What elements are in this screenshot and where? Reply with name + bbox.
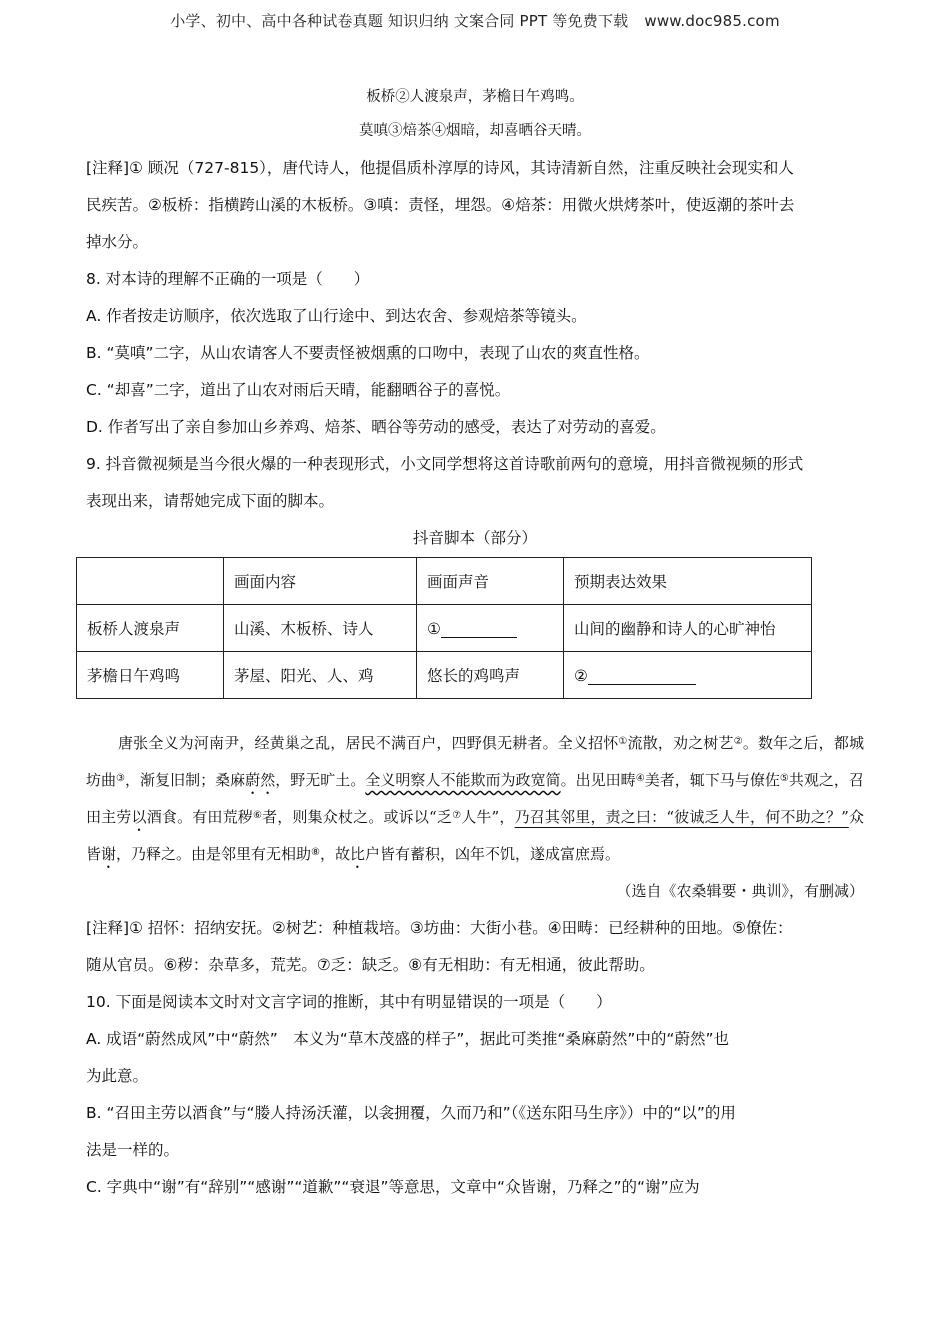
page-header: [0, 10, 950, 31]
question-9: [86, 446, 864, 699]
document-body: [86, 80, 864, 1206]
table-cell: 茅檐日午鸡鸣: [77, 652, 224, 699]
table-row: [77, 605, 812, 652]
header-text: 小学、初中、高中各种试卷真题 知识归纳 文案合同 PPT 等免费下载: [170, 12, 629, 30]
note-line: [注释]① 顾况（727-815），唐代诗人，他提倡质朴淳厚的诗风，其诗清新自然，注重反映社会现实和人: [86, 159, 794, 177]
question-10: [86, 984, 864, 1206]
passage-text: 户皆有蓄积，凶年不饥，遂成富庶焉。: [365, 845, 621, 863]
passage-text: 酒食。有田荒秽: [146, 808, 253, 826]
passage-text: 。数年之后，都城坊曲: [86, 734, 864, 789]
passage-text: ，渐复旧制；桑麻: [125, 771, 246, 789]
footnote-marker: ②: [733, 736, 743, 747]
table-cell: 茅屋、阳光、人、鸡: [224, 652, 417, 699]
passage-text: ，乃释之。由是邻里有无相助: [116, 845, 312, 863]
question-stem: 8. 对本诗的理解不正确的一项是（ ）: [86, 270, 370, 288]
option-a[interactable]: A. 作者按走访顺序，依次选取了山行途中、到达农舍、参观焙茶等镜头。: [86, 307, 587, 325]
table-cell: [77, 558, 224, 605]
footnote-marker: ⑦: [452, 810, 462, 821]
table-row: [77, 652, 812, 699]
table-cell: 悠长的鸡鸣声: [417, 652, 564, 699]
footnote-marker: ⑧: [311, 847, 321, 858]
table-cell: 板桥人渡泉声: [77, 605, 224, 652]
underlined-sentence: 乃召其邻里，责之曰：“彼诚乏人牛，何不助之？”: [514, 808, 849, 826]
passage-notes: [86, 910, 864, 984]
passage-text: ，故: [320, 845, 351, 863]
question-stem: 10. 下面是阅读本文时对文言字词的推断，其中有明显错误的一项是（ ）: [86, 993, 612, 1011]
script-table: [76, 557, 812, 699]
table-header-row: [77, 558, 812, 605]
emphasized-word: 以: [131, 808, 147, 826]
question-stem: 表现出来，请帮她完成下面的脚本。: [86, 492, 335, 510]
classical-passage: [86, 725, 864, 873]
passage-text: 。出见田畴: [560, 771, 636, 789]
passage-text: 美者，辄下马与僚佐: [644, 771, 780, 789]
table-cell: 山间的幽静和诗人的心旷神怡: [564, 605, 812, 652]
passage-source: （选自《农桑辑要・典训》，有删减）: [616, 882, 864, 900]
note-line: 随从官员。⑥秽：杂草多，荒芜。⑦乏：缺乏。⑧有无相助：有无相通，彼此帮助。: [86, 956, 655, 974]
passage-text: 众皆: [86, 808, 864, 863]
table-cell: 山溪、木板桥、诗人: [224, 605, 417, 652]
passage-text: 流散，劝之树艺: [627, 734, 734, 752]
option-c[interactable]: C. 字典中“谢”有“辞别”“感谢”“道歉”“衰退”等意思，文章中“众皆谢，乃释之”的“谢”应为: [86, 1178, 700, 1196]
passage-text: 共观之，召田主劳: [86, 771, 864, 826]
header-url[interactable]: www.doc985.com: [644, 12, 780, 30]
emphasized-word: 谢: [101, 845, 117, 863]
passage-text: ，野无旷土。: [275, 771, 366, 789]
table-cell: 预期表达效果: [564, 558, 812, 605]
poem-line-2: 莫嗔③焙茶④烟暗，却喜晒谷天晴。: [359, 123, 591, 139]
answer-blank-1[interactable]: [441, 619, 517, 638]
table-cell: 画面内容: [224, 558, 417, 605]
passage-text: 唐张全义为河南尹，经黄巢之乱，居民不满百户，四野俱无耕者。全义招怀: [118, 734, 619, 752]
poem-notes: [86, 150, 864, 261]
emphasized-word: 蔚然: [245, 771, 276, 789]
note-line: 掉水分。: [86, 233, 149, 251]
option-b-continued[interactable]: 法是一样的。: [86, 1141, 180, 1159]
passage-text: 人牛”，: [461, 808, 515, 826]
option-a-continued[interactable]: 为此意。: [86, 1067, 149, 1085]
option-d[interactable]: D. 作者写出了亲自参加山乡养鸡、焙茶、晒谷等劳动的感受，表达了对劳动的喜爱。: [86, 418, 666, 436]
option-b[interactable]: B. “莫嗔”二字，从山农请客人不要责怪被烟熏的口吻中，表现了山农的爽直性格。: [86, 344, 650, 362]
footnote-marker: ④: [635, 773, 645, 784]
footnote-marker: ①: [618, 736, 628, 747]
blank-label-2: ②: [574, 666, 588, 685]
answer-blank-2[interactable]: [588, 666, 696, 685]
option-a[interactable]: A. 成语“蔚然成风”中“蔚然” 本义为“草木茂盛的样子”，据此可类推“桑麻蔚然”中的“蔚然”也: [86, 1030, 729, 1048]
note-line: [注释]① 招怀：招纳安抚。②树艺：种植栽培。③坊曲：大街小巷。④田畴：已经耕种的田地。⑤僚佐：: [86, 919, 793, 937]
footnote-marker: ⑥: [252, 810, 263, 821]
question-8: [86, 261, 864, 446]
answer-cell-2: [564, 652, 812, 699]
wavy-underlined-sentence: 全义明察人不能欺而为政宽简: [365, 771, 561, 789]
poem: [86, 80, 864, 148]
question-stem: 9. 抖音微视频是当今很火爆的一种表现形式，小文同学想将这首诗歌前两句的意境，用抖音微视频的形式: [86, 455, 804, 473]
answer-cell-1: [417, 605, 564, 652]
passage-text: 者，则集众杖之。或诉以“乏: [262, 808, 453, 826]
footnote-marker: ③: [116, 773, 126, 784]
option-c[interactable]: C. “却喜”二字，道出了山农对雨后天晴，能翻晒谷子的喜悦。: [86, 381, 511, 399]
table-caption: 抖音脚本（部分）: [412, 529, 537, 547]
option-b[interactable]: B. “召田主劳以酒食”与“媵人持汤沃灌，以衾拥覆，久而乃和”（《送东阳马生序》）中的“以”的用: [86, 1104, 736, 1122]
table-cell: 画面声音: [417, 558, 564, 605]
footnote-marker: ⑤: [779, 773, 789, 784]
blank-label-1: ①: [427, 619, 441, 638]
note-line: 民疾苦。②板桥：指横跨山溪的木板桥。③嗔：责怪，埋怨。④焙茶：用微火烘烤茶叶，使返潮的茶叶去: [86, 196, 795, 214]
emphasized-word: 比: [350, 845, 366, 863]
poem-line-1: 板桥②人渡泉声，茅檐日午鸡鸣。: [366, 89, 584, 105]
